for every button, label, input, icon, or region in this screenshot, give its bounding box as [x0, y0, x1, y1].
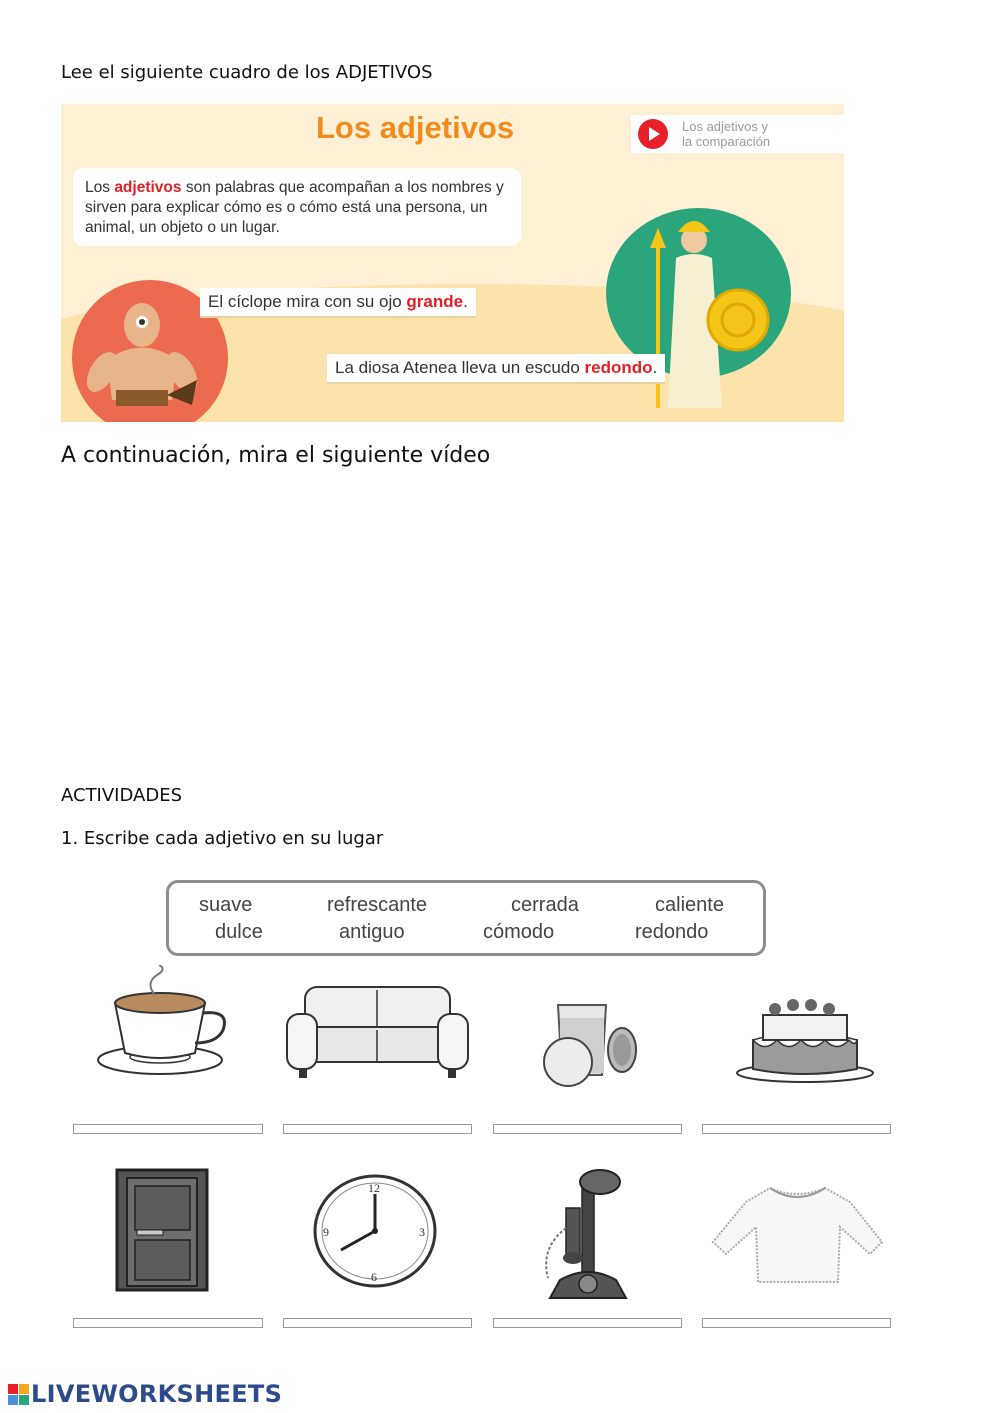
word-refrescante: refrescante	[327, 894, 428, 916]
logo-block	[8, 1395, 18, 1405]
svg-text:6: 6	[371, 1270, 377, 1284]
answer-blank-8[interactable]	[702, 1318, 891, 1328]
exercise-title: 1. Escribe cada adjetivo en su lugar	[61, 828, 384, 849]
old-telephone-icon	[530, 1168, 645, 1312]
footer-brand[interactable]	[8, 1380, 282, 1408]
sentence-end: .	[652, 358, 658, 377]
definition-rest: son palabras que acompañan a los nombres y sirven para explicar cómo es o cómo está una persona, un animal, un objeto o un lugar.	[85, 179, 504, 236]
sentence-adjective: redondo	[584, 358, 653, 377]
sentence-end: .	[463, 292, 468, 311]
logo-block	[19, 1384, 29, 1394]
video-link-tag[interactable]	[631, 115, 844, 153]
svg-text:3: 3	[419, 1225, 425, 1239]
athena-illustration	[606, 208, 791, 378]
video-tag-text: Los adjetivos y la comparación	[682, 119, 771, 149]
answer-blank-6[interactable]	[283, 1318, 472, 1328]
answer-blank-5[interactable]	[73, 1318, 263, 1328]
box-title: Los adjetivos	[316, 110, 515, 145]
answer-blank-7[interactable]	[493, 1318, 682, 1328]
logo-block	[8, 1384, 18, 1394]
activities-heading: ACTIVIDADES	[61, 785, 183, 806]
word-redondo: redondo	[635, 921, 709, 943]
video-heading: A continuación, mira el siguiente vídeo	[61, 443, 491, 468]
svg-text:9: 9	[323, 1225, 329, 1239]
word-bank	[166, 880, 766, 956]
door-icon	[115, 1168, 210, 1297]
cake-icon	[735, 995, 875, 1089]
answer-blank-2[interactable]	[283, 1124, 472, 1134]
play-icon[interactable]	[638, 119, 668, 149]
answer-blank-4[interactable]	[702, 1124, 891, 1134]
sentence-text: El cíclope mira con su ojo	[208, 292, 407, 311]
adjectives-info-box	[61, 104, 844, 422]
definition-keyword: adjetivos	[114, 179, 182, 196]
liveworksheets-logo-icon	[8, 1384, 29, 1405]
logo-block	[19, 1395, 29, 1405]
sofa-icon	[285, 982, 470, 1086]
sentence-adjective: grande	[406, 292, 464, 311]
word-dulce: dulce	[215, 921, 263, 943]
word-suave: suave	[199, 894, 253, 916]
word-antiguo: antiguo	[339, 921, 405, 943]
clock-icon	[313, 1174, 438, 1293]
answer-blank-3[interactable]	[493, 1124, 682, 1134]
definition-card	[73, 168, 521, 246]
example-sentence-cyclops	[200, 288, 476, 316]
example-sentence-athena	[327, 354, 665, 382]
orange-juice-icon	[540, 1000, 640, 1094]
sweater-icon	[710, 1182, 885, 1296]
brand-name: LIVEWORKSHEETS	[31, 1380, 283, 1408]
word-caliente: caliente	[655, 894, 724, 916]
word-comodo: cómodo	[483, 921, 555, 943]
definition-start: Los	[85, 179, 115, 196]
answer-blank-1[interactable]	[73, 1124, 263, 1134]
word-cerrada: cerrada	[511, 894, 579, 916]
svg-text:12: 12	[368, 1181, 380, 1195]
sentence-text: La diosa Atenea lleva un escudo	[335, 358, 585, 377]
intro-text: Lee el siguiente cuadro de los ADJETIVOS	[61, 62, 433, 83]
cup-of-coffee-icon	[85, 965, 245, 1084]
